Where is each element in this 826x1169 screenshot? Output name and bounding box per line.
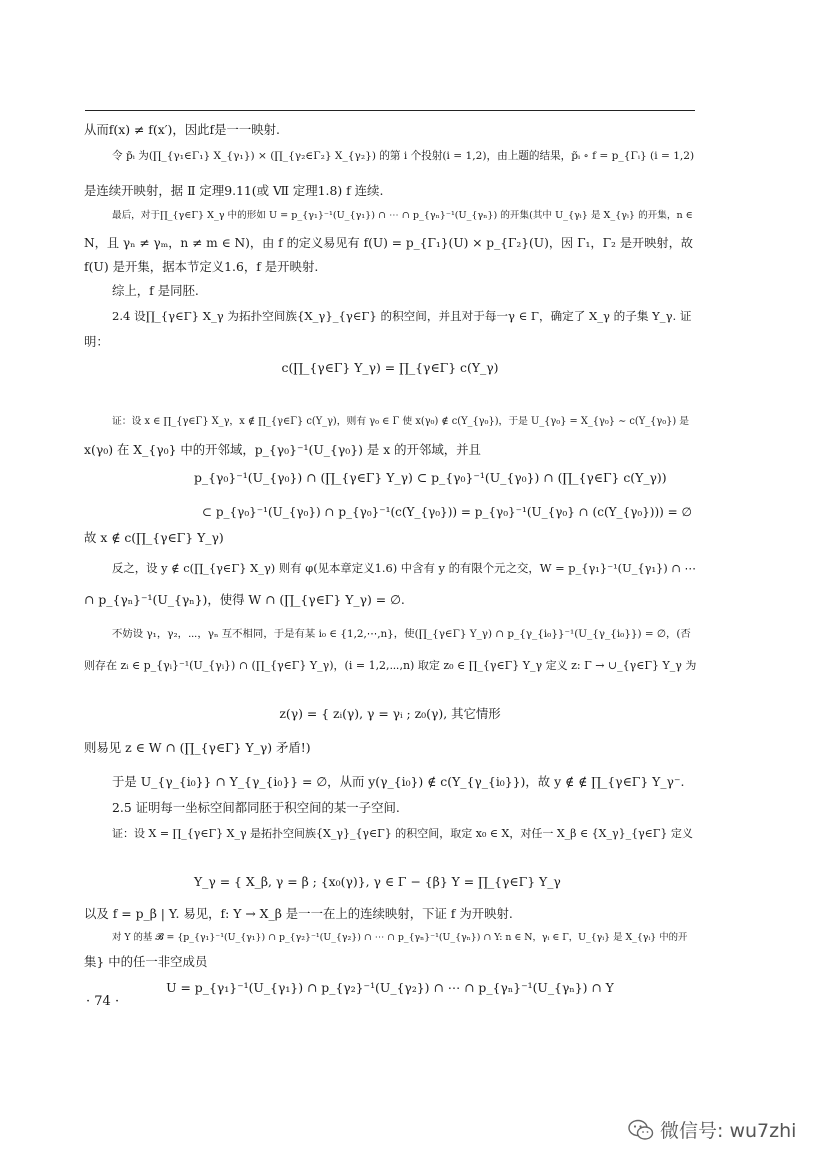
text-line: ∩ p_{γₙ}⁻¹(U_{γₙ})，使得 W ∩ (∏_{γ∈Γ} Y_γ) = ∅. <box>84 592 405 607</box>
text-line: 是连续开映射，据 Ⅱ 定理9.11(或 Ⅶ 定理1.8) f 连续. <box>84 183 384 198</box>
watermark-text: 微信号: wu7zhi <box>660 1120 797 1142</box>
text-line: 令 p̃ᵢ 为(∏_{γ₁∈Γ₁} X_{γ₁}) × (∏_{γ₂∈Γ₂} X_{γ₂}) 的第 i 个投射(i = 1,2)，由上题的结果，p̃ᵢ ∘ f = p_{Γᵢ} (i = 1,2) <box>112 150 695 162</box>
text-line: N，且 γₙ ≠ γₘ，n ≠ m ∈ N)，由 f 的定义易见有 f(U) = p_{Γ₁}(U) × p_{Γ₂}(U)，因 Γ₁，Γ₂ 是开映射，故 <box>84 236 693 250</box>
display-equation: c(∏_{γ∈Γ} Y_γ) = ∏_{γ∈Γ} c(Y_γ) <box>281 360 499 375</box>
wechat-icon <box>628 1119 654 1141</box>
text-line: 不妨设 γ₁，γ₂，⋯，γₙ 互不相同，于是有某 i₀ ∈ {1,2,⋯,n}，使(∏_{γ∈Γ} Y_γ) ∩ p_{γ_{i₀}}⁻¹(U_{γ_{i₀}}) = ∅，(否 <box>112 628 691 640</box>
exercise-2-5: 2.5 证明每一坐标空间都同胚于积空间的某一子空间. <box>112 800 400 815</box>
text-line: 明： <box>84 334 109 349</box>
text-line: 综上，f 是同胚. <box>112 283 199 298</box>
text-line: 从而f(x) ≠ f(x′)，因此f是一一映射. <box>84 122 280 137</box>
text-line: 于是 U_{γ_{i₀}} ∩ Y_{γ_{i₀}} = ∅，从而 y(γ_{i₀}) ∉ c(Y_{γ_{i₀}})，故 y ∉ ∉ ∏_{γ∈Γ} Y_γ⁻. <box>112 774 685 789</box>
text-line: 对 Y 的基 𝓑 = {p_{γ₁}⁻¹(U_{γ₁}) ∩ p_{γ₂}⁻¹(U_{γ₂}) ∩ ⋯ ∩ p_{γₙ}⁻¹(U_{γₙ}) ∩ Y: n ∈ N，γᵢ ∈ Γ，U_{γᵢ} 是 X_{γᵢ} 中的开 <box>112 932 688 943</box>
watermark <box>628 1116 796 1143</box>
header-rule <box>85 110 695 111</box>
text-line: 以及 f = p_β | Y. 易见，f: Y → X_β 是一一在上的连续映射，下证 f 为开映射. <box>84 906 513 921</box>
display-equation: ⊂ p_{γ₀}⁻¹(U_{γ₀}) ∩ p_{γ₀}⁻¹(c(Y_{γ₀})) = p_{γ₀}⁻¹(U_{γ₀} ∩ (c(Y_{γ₀}))) = ∅ <box>202 505 692 519</box>
text-line: f(U) 是开集，据本节定义1.6，f 是开映射. <box>84 259 319 274</box>
text-line: 集} 中的任一非空成员 <box>84 954 208 969</box>
text-line: 反之，设 y ∉ c(∏_{γ∈Γ} X_γ) 则有 φ(见本章定义1.6) 中含有 y 的有限个元之交，W = p_{γ₁}⁻¹(U_{γ₁}) ∩ ⋯ <box>112 561 696 575</box>
display-equation: Y_γ = { X_β, γ = β ; {x₀(γ)}, γ ∈ Γ − {β} Y = ∏_{γ∈Γ} Y_γ <box>194 874 561 889</box>
text-line: x(γ₀) 在 X_{γ₀} 中的开邻域，p_{γ₀}⁻¹(U_{γ₀}) 是 x 的开邻域，并且 <box>84 442 481 457</box>
text-line: 证：设 X = ∏_{γ∈Γ} X_γ 是拓扑空间族{X_γ}_{γ∈Γ} 的积空间，取定 x₀ ∈ X，对任一 X_β ∈ {X_γ}_{γ∈Γ} 定义 <box>112 827 693 840</box>
display-equation: p_{γ₀}⁻¹(U_{γ₀}) ∩ (∏_{γ∈Γ} Y_γ) ⊂ p_{γ₀}⁻¹(U_{γ₀}) ∩ (∏_{γ∈Γ} c(Y_γ)) <box>194 470 667 485</box>
display-equation: z(γ) = { zᵢ(γ), γ = γᵢ ; z₀(γ), 其它情形 <box>279 706 501 721</box>
text-line: 最后，对于∏_{γ∈Γ} X_γ 中的形如 U = p_{γ₁}⁻¹(U_{γ₁}) ∩ ⋯ ∩ p_{γₙ}⁻¹(U_{γₙ}) 的开集(其中 U_{γᵢ} 是 X_{γᵢ} 的开集，n ∈ <box>112 210 693 221</box>
text-line: 则易见 z ∈ W ∩ (∏_{γ∈Γ} Y_γ) 矛盾!) <box>84 740 311 755</box>
text-line: 证：设 x ∈ ∏_{γ∈Γ} X_γ，x ∉ ∏_{γ∈Γ} c(Y_γ)，则有 γ₀ ∈ Γ 使 x(γ₀) ∉ c(Y_{γ₀})，于是 U_{γ₀} = X_{γ₀} ∼ c(Y_{γ₀}) 是 <box>112 416 690 427</box>
page-number: · 74 · <box>86 994 120 1009</box>
text-line: 故 x ∉ c(∏_{γ∈Γ} Y_γ) <box>84 530 224 545</box>
text-line: 则存在 zᵢ ∈ p_{γᵢ}⁻¹(U_{γᵢ}) ∩ (∏_{γ∈Γ} Y_γ)，(i = 1,2,⋯,n) 取定 z₀ ∈ ∏_{γ∈Γ} Y_γ 定义 z: Γ → ∪_{γ∈Γ} Y_γ 为 <box>84 659 697 672</box>
exercise-2-4: 2.4 设∏_{γ∈Γ} X_γ 为拓扑空间族{X_γ}_{γ∈Γ} 的积空间，并且对于每一γ ∈ Γ，确定了 X_γ 的子集 Y_γ. 证 <box>112 309 692 323</box>
display-equation: U = p_{γ₁}⁻¹(U_{γ₁}) ∩ p_{γ₂}⁻¹(U_{γ₂}) ∩ ⋯ ∩ p_{γₙ}⁻¹(U_{γₙ}) ∩ Y <box>166 980 614 995</box>
